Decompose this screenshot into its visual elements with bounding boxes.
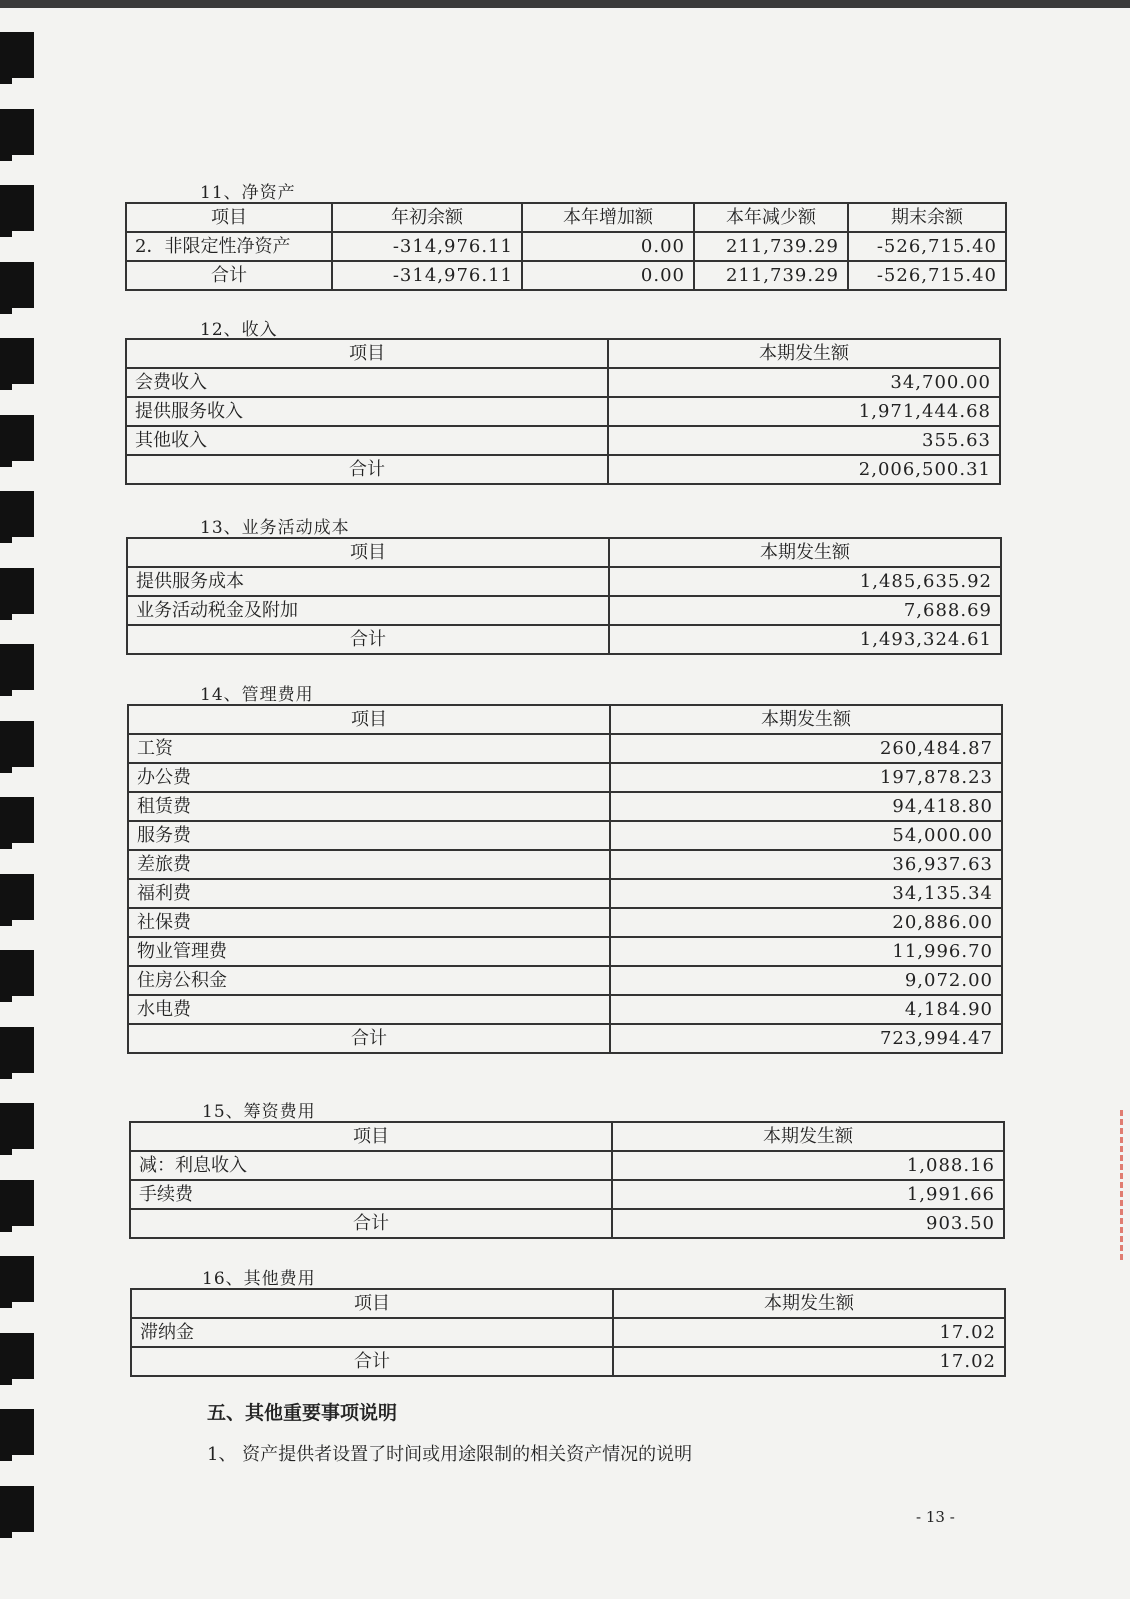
col-header-item: 项目 (126, 339, 608, 368)
binding-hole (0, 874, 34, 920)
row-value: 4,184.90 (610, 995, 1002, 1024)
binding-hole (0, 1027, 34, 1073)
row-value: 355.63 (608, 426, 1000, 455)
table-row (127, 596, 1001, 625)
col-header-item: 项目 (126, 203, 332, 232)
binding-hole (0, 950, 34, 996)
row-label: 会费收入 (126, 368, 608, 397)
binding-hole (0, 109, 34, 155)
total-value: 1,493,324.61 (609, 625, 1001, 654)
row-label: 2．非限定性净资产 (126, 232, 332, 261)
table-row (128, 850, 1002, 879)
total-value: 211,739.29 (694, 261, 848, 290)
table-header-row (126, 203, 1006, 232)
total-value: 17.02 (613, 1347, 1005, 1376)
row-label: 提供服务收入 (126, 397, 608, 426)
total-row (131, 1347, 1005, 1376)
row-value: 211,739.29 (694, 232, 848, 261)
table-header-row (130, 1122, 1004, 1151)
table-header-row (127, 538, 1001, 567)
table-header-row (131, 1289, 1005, 1318)
table-header-row (128, 705, 1002, 734)
table-row (128, 937, 1002, 966)
col-header-decrease: 本年减少额 (694, 203, 848, 232)
col-header-increase: 本年增加额 (522, 203, 694, 232)
row-value: 260,484.87 (610, 734, 1002, 763)
table-row (128, 966, 1002, 995)
total-row (128, 1024, 1002, 1053)
total-value: 903.50 (612, 1209, 1004, 1238)
col-header-item: 项目 (131, 1289, 613, 1318)
table-row (128, 821, 1002, 850)
row-value: -526,715.40 (848, 232, 1006, 261)
total-row (127, 625, 1001, 654)
business-cost-table (126, 537, 1002, 655)
row-label: 福利费 (128, 879, 610, 908)
row-value: 1,485,635.92 (609, 567, 1001, 596)
total-value: -314,976.11 (332, 261, 522, 290)
row-value: 36,937.63 (610, 850, 1002, 879)
table-row (128, 734, 1002, 763)
binding-hole (0, 721, 34, 767)
table-row (126, 368, 1000, 397)
col-header-closing: 期末余额 (848, 203, 1006, 232)
row-label: 办公费 (128, 763, 610, 792)
row-value: 1,991.66 (612, 1180, 1004, 1209)
row-label: 工资 (128, 734, 610, 763)
row-label: 物业管理费 (128, 937, 610, 966)
binding-holes (0, 20, 36, 1599)
table-row (126, 232, 1006, 261)
col-header-opening: 年初余额 (332, 203, 522, 232)
total-row (126, 261, 1006, 290)
binding-hole (0, 644, 34, 690)
section-15-title: 15、筹资费用 (202, 1102, 316, 1122)
binding-hole (0, 568, 34, 614)
total-value: 0.00 (522, 261, 694, 290)
total-label: 合计 (131, 1347, 613, 1376)
col-header-item: 项目 (127, 538, 609, 567)
total-label: 合计 (126, 455, 608, 484)
table-row (128, 763, 1002, 792)
row-value: 197,878.23 (610, 763, 1002, 792)
binding-hole (0, 262, 34, 308)
total-value: -526,715.40 (848, 261, 1006, 290)
row-value: 1,088.16 (612, 1151, 1004, 1180)
binding-hole (0, 338, 34, 384)
row-value: 1,971,444.68 (608, 397, 1000, 426)
revenue-table (125, 338, 1001, 485)
row-value: 34,135.34 (610, 879, 1002, 908)
col-header-amount: 本期发生额 (613, 1289, 1005, 1318)
row-label: 其他收入 (126, 426, 608, 455)
row-value: 0.00 (522, 232, 694, 261)
table-row (126, 426, 1000, 455)
page-number: - 13 - (916, 1508, 955, 1526)
row-label: 提供服务成本 (127, 567, 609, 596)
net-assets-table (125, 202, 1007, 291)
binding-hole (0, 1256, 34, 1302)
row-label: 社保费 (128, 908, 610, 937)
row-value: 11,996.70 (610, 937, 1002, 966)
total-label: 合计 (130, 1209, 612, 1238)
binding-hole (0, 32, 34, 78)
table-row (127, 567, 1001, 596)
section-16-title: 16、其他费用 (202, 1269, 316, 1289)
binding-hole (0, 1486, 34, 1532)
col-header-amount: 本期发生额 (608, 339, 1000, 368)
row-label: 住房公积金 (128, 966, 610, 995)
table-row (130, 1151, 1004, 1180)
col-header-item: 项目 (130, 1122, 612, 1151)
section-13-title: 13、业务活动成本 (200, 518, 350, 538)
section-11-title: 11、净资产 (200, 183, 296, 203)
table-header-row (126, 339, 1000, 368)
binding-hole (0, 491, 34, 537)
other-expense-table (130, 1288, 1006, 1377)
edge-stamp-mark (1120, 1110, 1130, 1260)
table-row (131, 1318, 1005, 1347)
row-value: 9,072.00 (610, 966, 1002, 995)
total-value: 2,006,500.31 (608, 455, 1000, 484)
table-row (128, 995, 1002, 1024)
total-row (126, 455, 1000, 484)
row-label: 租赁费 (128, 792, 610, 821)
row-value: 54,000.00 (610, 821, 1002, 850)
total-label: 合计 (127, 625, 609, 654)
scan-top-edge (0, 0, 1130, 8)
total-row (130, 1209, 1004, 1238)
binding-hole (0, 415, 34, 461)
row-label: 业务活动税金及附加 (127, 596, 609, 625)
table-row (128, 879, 1002, 908)
row-label: 差旅费 (128, 850, 610, 879)
total-label: 合计 (128, 1024, 610, 1053)
row-value: 7,688.69 (609, 596, 1001, 625)
binding-hole (0, 1180, 34, 1226)
table-row (130, 1180, 1004, 1209)
col-header-amount: 本期发生额 (612, 1122, 1004, 1151)
table-row (128, 792, 1002, 821)
total-value: 723,994.47 (610, 1024, 1002, 1053)
col-header-item: 项目 (128, 705, 610, 734)
financing-expense-table (129, 1121, 1005, 1239)
section-5-item-1: 1、 资产提供者设置了时间或用途限制的相关资产情况的说明 (207, 1444, 693, 1465)
table-row (126, 397, 1000, 426)
row-value: 20,886.00 (610, 908, 1002, 937)
row-label: 服务费 (128, 821, 610, 850)
row-value: 94,418.80 (610, 792, 1002, 821)
section-12-title: 12、收入 (200, 320, 278, 340)
row-label: 减：利息收入 (130, 1151, 612, 1180)
row-value: 17.02 (613, 1318, 1005, 1347)
row-value: 34,700.00 (608, 368, 1000, 397)
row-label: 手续费 (130, 1180, 612, 1209)
section-14-title: 14、管理费用 (200, 685, 314, 705)
total-label: 合计 (126, 261, 332, 290)
binding-hole (0, 1103, 34, 1149)
section-5-heading: 五、其他重要事项说明 (207, 1402, 398, 1424)
binding-hole (0, 797, 34, 843)
row-value: -314,976.11 (332, 232, 522, 261)
table-row (128, 908, 1002, 937)
col-header-amount: 本期发生额 (610, 705, 1002, 734)
binding-hole (0, 1409, 34, 1455)
binding-hole (0, 185, 34, 231)
row-label: 滞纳金 (131, 1318, 613, 1347)
col-header-amount: 本期发生额 (609, 538, 1001, 567)
binding-hole (0, 1333, 34, 1379)
admin-expense-table (127, 704, 1003, 1054)
row-label: 水电费 (128, 995, 610, 1024)
